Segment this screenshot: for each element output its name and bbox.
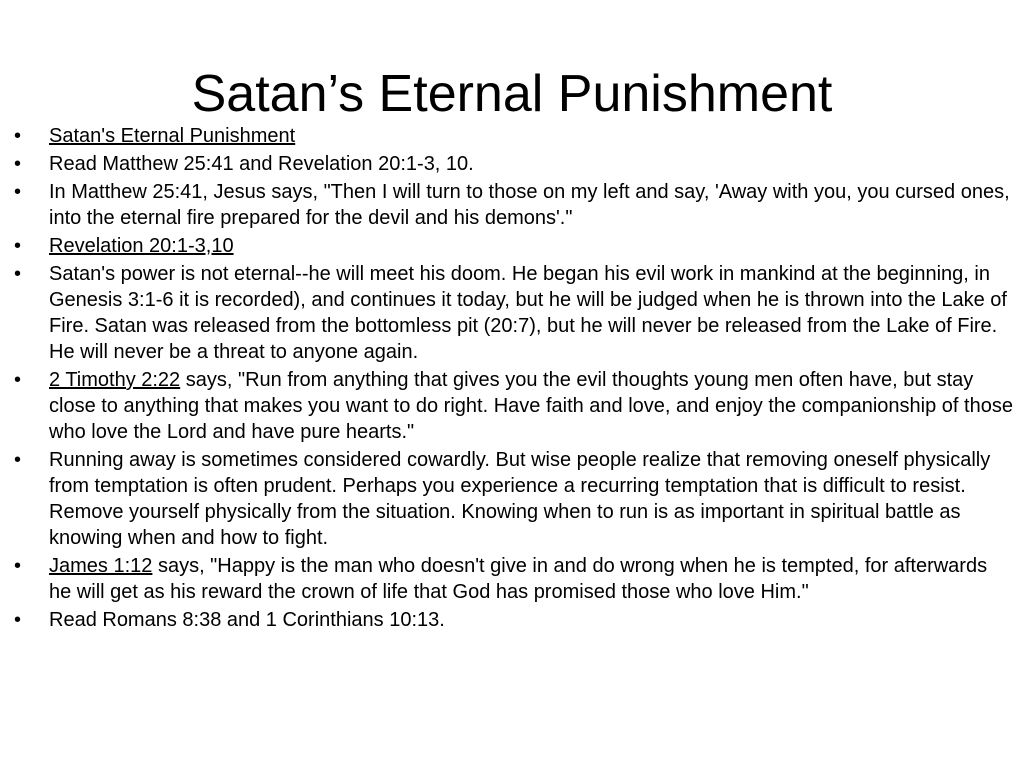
bullet-item bbox=[14, 607, 1014, 633]
bullet-text: says, "Happy is the man who doesn't give in and do wrong when he is tempted, for afterwards he will get as his reward the crown of life that God has promised those who love Him." bbox=[49, 555, 988, 603]
bullet-list bbox=[14, 123, 1014, 635]
scripture-reference: 2 Timothy 2:22 bbox=[49, 369, 181, 391]
bullet-text: Running away is sometimes considered cowardly. But wise people realize that removing oneself physically from temptation is often prudent. Perhaps you experience a recurring temptation that is difficult to resist. Remove yourself physically from the situation. Knowing when to run is as important in spiritual battle as knowing when and how to fight. bbox=[49, 449, 991, 549]
bullet-item bbox=[14, 123, 1014, 149]
bullet-text: Satan's power is not eternal--he will meet his doom. He began his evil work in mankind at the beginning, in Genesis 3:1-6 it is recorded), and continues it today, but he will be judged when he is thrown into the Lake of Fire. Satan was released from the bottomless pit (20:7), but he will never be released from the Lake of Fire. He will never be a threat to anyone again. bbox=[49, 263, 1007, 363]
bullet-text: Read Romans 8:38 and 1 Corinthians 10:13. bbox=[49, 609, 445, 631]
bullet-item bbox=[14, 179, 1014, 231]
scripture-reference: Satan's Eternal Punishment bbox=[49, 125, 296, 147]
scripture-reference: Revelation 20:1-3,10 bbox=[49, 235, 234, 257]
bullet-text: says, "Run from anything that gives you the evil thoughts young men often have, but stay close to anything that makes you want to do right. Have faith and love, and enjoy the companionship of those who love the Lord and have pure hearts." bbox=[49, 369, 1013, 443]
bullet-text: In Matthew 25:41, Jesus says, "Then I will turn to those on my left and say, 'Away with you, you cursed ones, into the eternal fire prepared for the devil and his demons'." bbox=[49, 181, 1010, 229]
scripture-reference: James 1:12 bbox=[49, 555, 153, 577]
bullet-item bbox=[14, 447, 1014, 551]
bullet-text: Read Matthew 25:41 and Revelation 20:1-3, 10. bbox=[49, 153, 474, 175]
bullet-item bbox=[14, 233, 1014, 259]
bullet-item bbox=[14, 367, 1014, 445]
slide-title: Satan’s Eternal Punishment bbox=[191, 65, 833, 123]
bullet-item bbox=[14, 553, 1014, 605]
bullet-item bbox=[14, 261, 1014, 365]
bullet-item bbox=[14, 151, 1014, 177]
